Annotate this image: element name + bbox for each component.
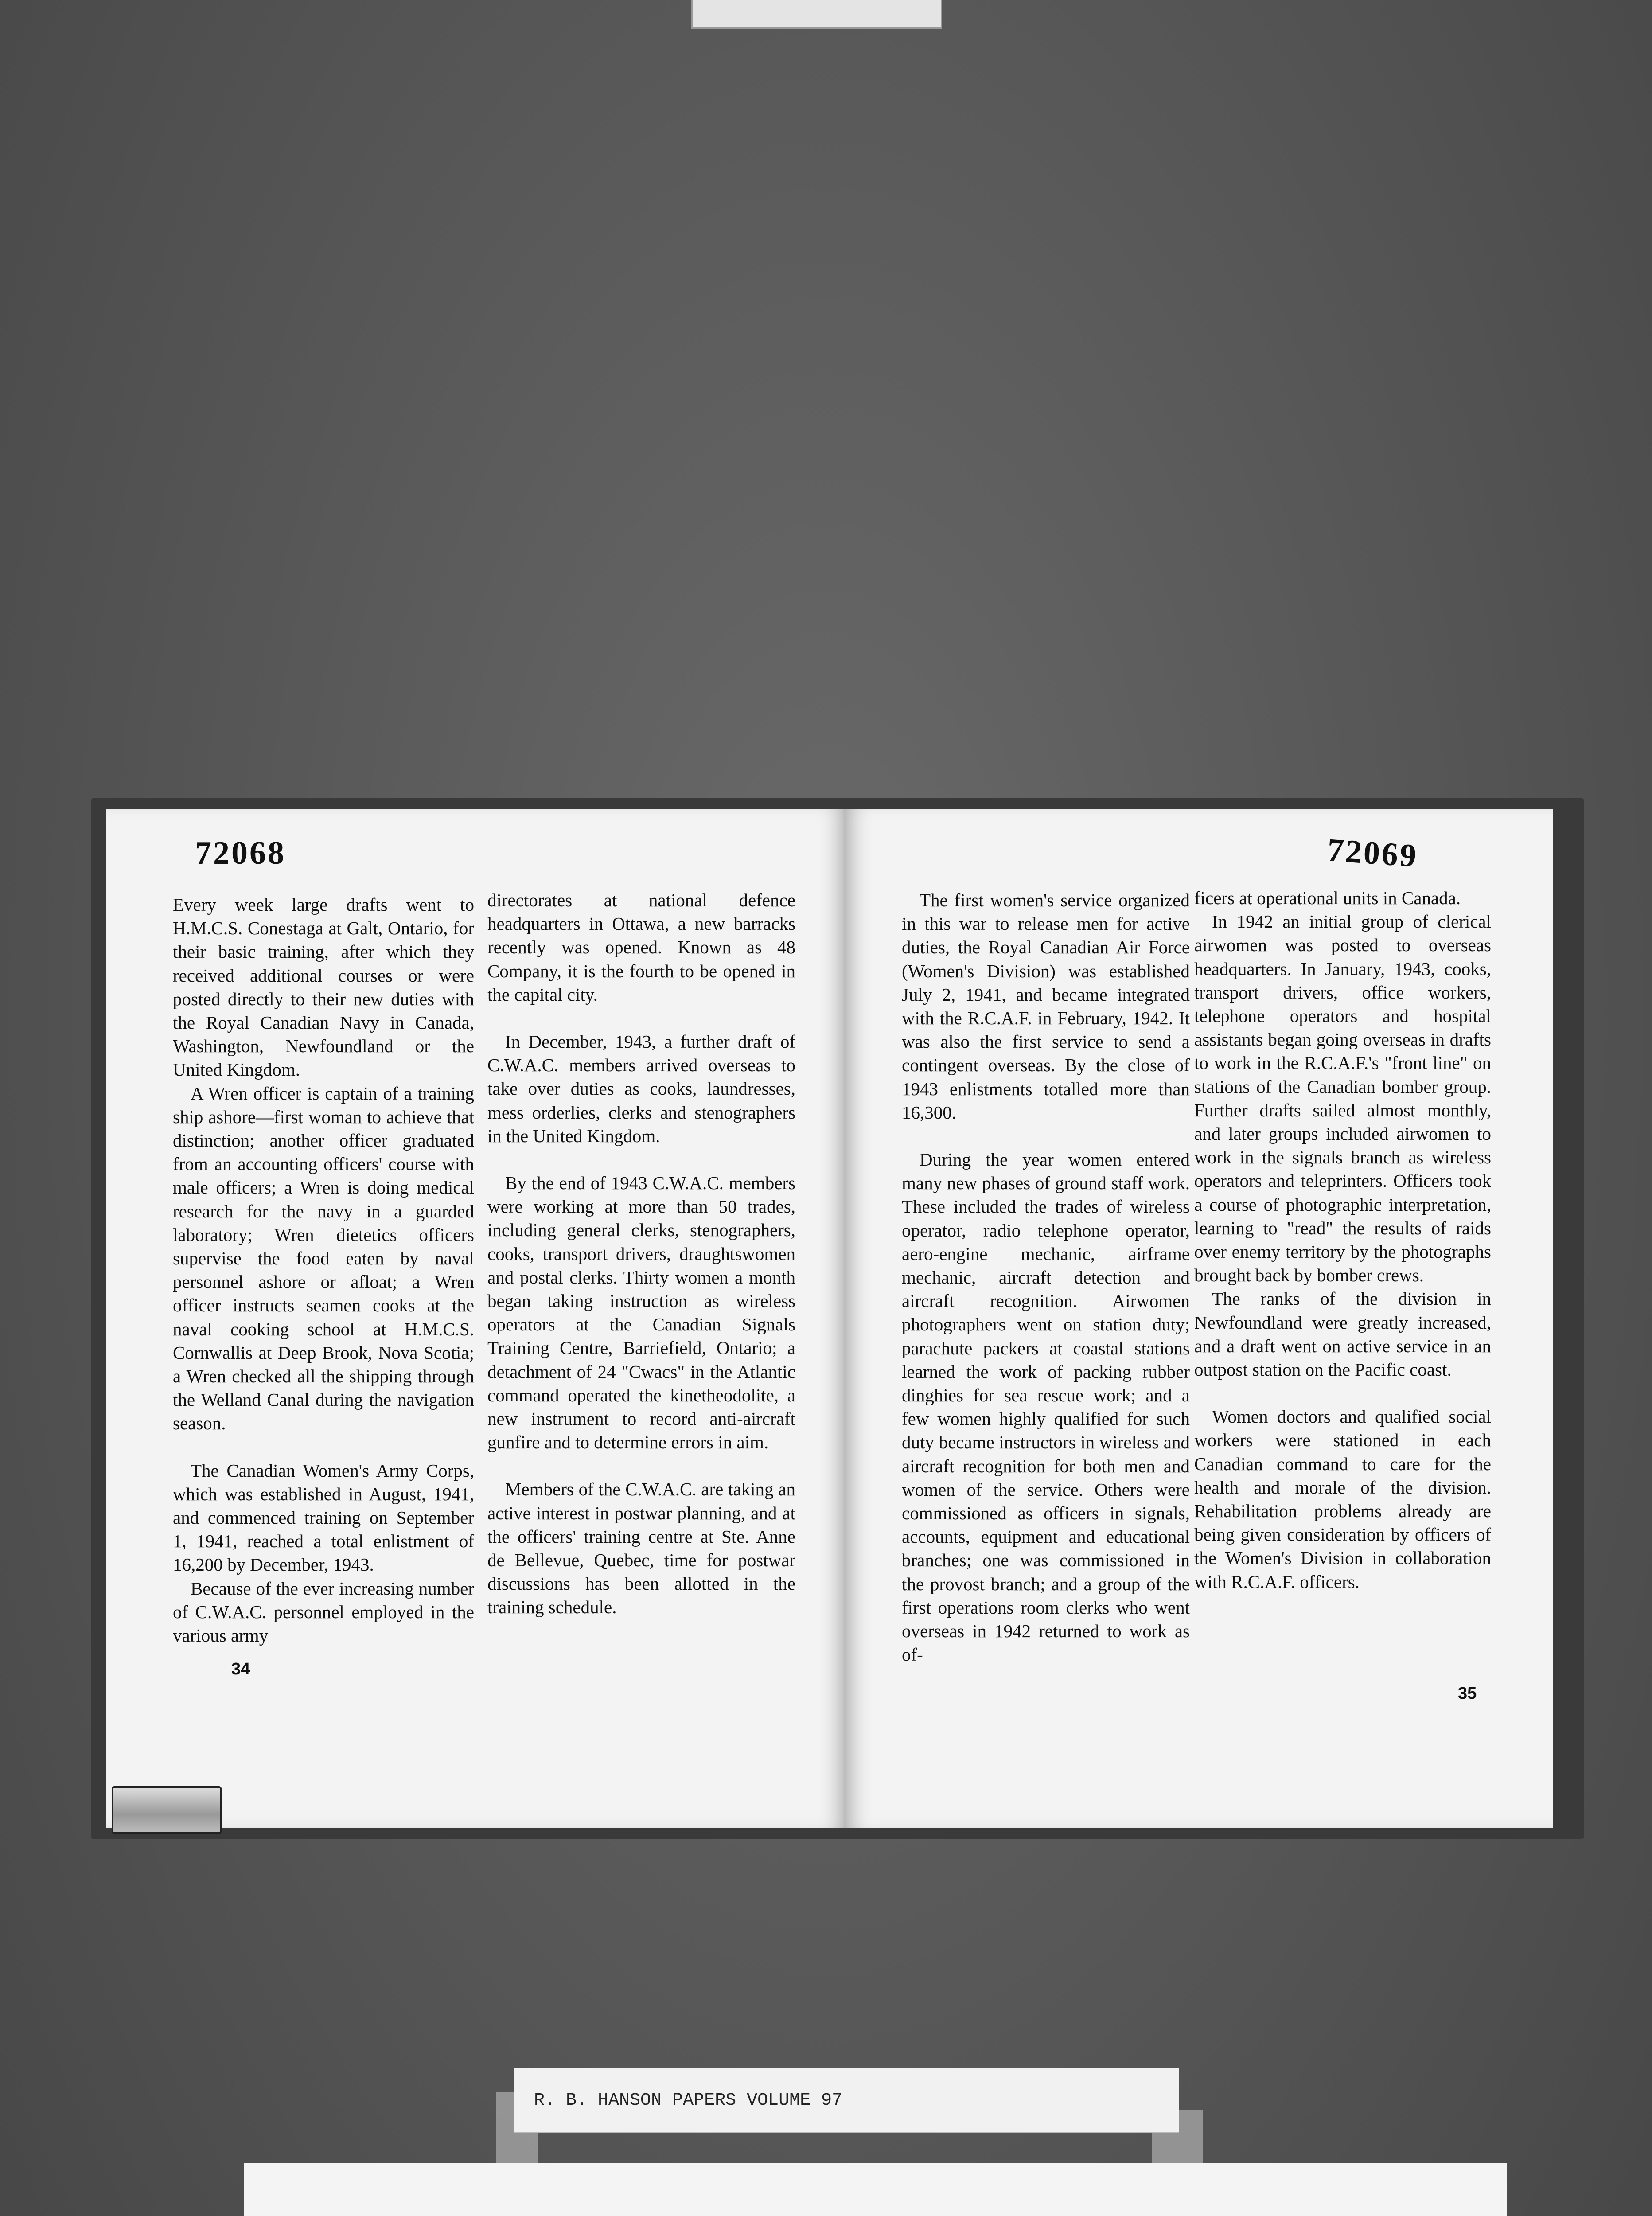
paragraph: During the year women entered many new phases of ground staff work. These included the trades of wireless operator, radio telephone operator, aero-engine mechanic, airframe mechanic, aircraft detection and aircraft recognition. Airwomen photographers went on station duty; parachute packers at coastal stations learned the work of packing rubber dinghies for sea rescue work; and a few women highly qualified for such duty became instructors in wireless and aircraft recognition for both men and women of the service. Others were commissioned as officers in signals, accounts, equipment and educational branches; one was commissioned in the provost branch; and a group of the first operations room clerks who went overseas in 1942 returned to work as of- xyxy=(902,1149,1190,1665)
paragraph: Women doctors and qualified social workers were stationed in each Canadian command to care for the health and morale of the division. Rehabilitation problems already are being given consideration by officers of the Women's Division in collaboration with R.C.A.F. officers. xyxy=(1194,1406,1491,1592)
text-column xyxy=(487,889,795,1619)
paragraph: In December, 1943, a further draft of C.W.A.C. members arrived overseas to take over duties as cooks, laundresses, mess orderlies, clerks and stenographers in the United Kingdom. xyxy=(487,1031,795,1146)
paragraph: Because of the ever increasing number of C.W.A.C. personnel employed in the various army xyxy=(173,1578,474,1646)
top-paper-tab xyxy=(691,0,942,29)
left-page xyxy=(106,809,846,1828)
volume-label xyxy=(514,2068,1179,2133)
text-column xyxy=(902,889,1190,1667)
paragraph: The first women's service organized in this war to release men for active duties, the Royal Canadian Air Force (Women's Division) was established July 2, 1941, and became integrated with the R.C.A.F. in February, 1942. It was also the first service to send a contingent overseas. By the close of 1943 enlistments totalled more than 16,300. xyxy=(902,890,1190,1123)
page-number: 35 xyxy=(1458,1684,1477,1703)
paragraph: Every week large drafts went to H.M.C.S. Conestaga at Galt, Ontario, for their basic training, after which they received additional courses or were posted directly to their new duties with the Royal Canadian Navy in Canada, Washington, Newfoundland or the United Kingdom. xyxy=(173,894,474,1080)
page-stamp-number: 72068 xyxy=(195,835,286,871)
text-column xyxy=(173,893,474,1647)
page-number: 34 xyxy=(231,1660,250,1678)
binder-clip xyxy=(112,1786,222,1834)
volume-label-text: R. B. HANSON PAPERS VOLUME 97 xyxy=(534,2091,843,2111)
paragraph: In 1942 an initial group of clerical airwomen was posted to overseas headquarters. In January, 1943, cooks, transport drivers, office workers, telephone operators and hospital assistants began going overseas in drafts to work in the R.C.A.F.'s "front line" on stations of the Canadian bomber group. Further drafts sailed almost monthly, and later groups included airwomen to work in the signals branch as wireless operators and teleprinters. Officers took a course of photographic interpretation, learning to "read" the results of raids over enemy territory by the photographs brought back by bomber crews. xyxy=(1194,911,1491,1286)
paragraph: ficers at operational units in Canada. xyxy=(1194,888,1461,908)
paragraph: The ranks of the division in Newfoundland were greatly increased, and a draft went on active service in an outpost station on the Pacific coast. xyxy=(1194,1288,1491,1380)
page-stamp-number: 72069 xyxy=(1326,831,1419,875)
paragraph: A Wren officer is captain of a training ship ashore—first woman to achieve that distinction; another officer graduated from an accounting officers' course with male officers; a Wren is doing medical research for the navy in a guarded laboratory; Wren dietetics officers supervise the food eaten by naval personnel ashore or afloat; a Wren officer instructs seamen cooks at the naval cooking school at H.M.C.S. Cornwallis at Deep Brook, Nova Scotia; a Wren checked all the shipping through the Welland Canal during the navigation season. xyxy=(173,1083,474,1434)
paragraph: Members of the C.W.A.C. are taking an active interest in postwar planning, and at the officers' training centre at Ste. Anne de Bellevue, Quebec, time for postwar discussions has been allotted in the training schedule. xyxy=(487,1479,795,1618)
right-page xyxy=(844,809,1553,1828)
paragraph: The Canadian Women's Army Corps, which was established in August, 1941, and commenced training on September 1, 1941, reached a total enlistment of 16,200 by December, 1943. xyxy=(173,1460,474,1575)
text-column xyxy=(1194,886,1491,1594)
archive-card xyxy=(244,2163,1507,2216)
paragraph: By the end of 1943 C.W.A.C. members were working at more than 50 trades, including general clerks, stenographers, cooks, transport drivers, draughtswomen and postal clerks. Thirty women a month began taking instruction as wireless operators at the Canadian Signals Training Centre, Barriefield, Ontario; a detachment of 24 "Cwacs" in the Atlantic command operated the kinetheodolite, a new instrument to record anti-aircraft gunfire and to determine errors in aim. xyxy=(487,1173,795,1453)
paragraph: directorates at national defence headquarters in Ottawa, a new barracks recently was opened. Known as 48 Company, it is the fourth to be opened in the capital city. xyxy=(487,890,795,1005)
